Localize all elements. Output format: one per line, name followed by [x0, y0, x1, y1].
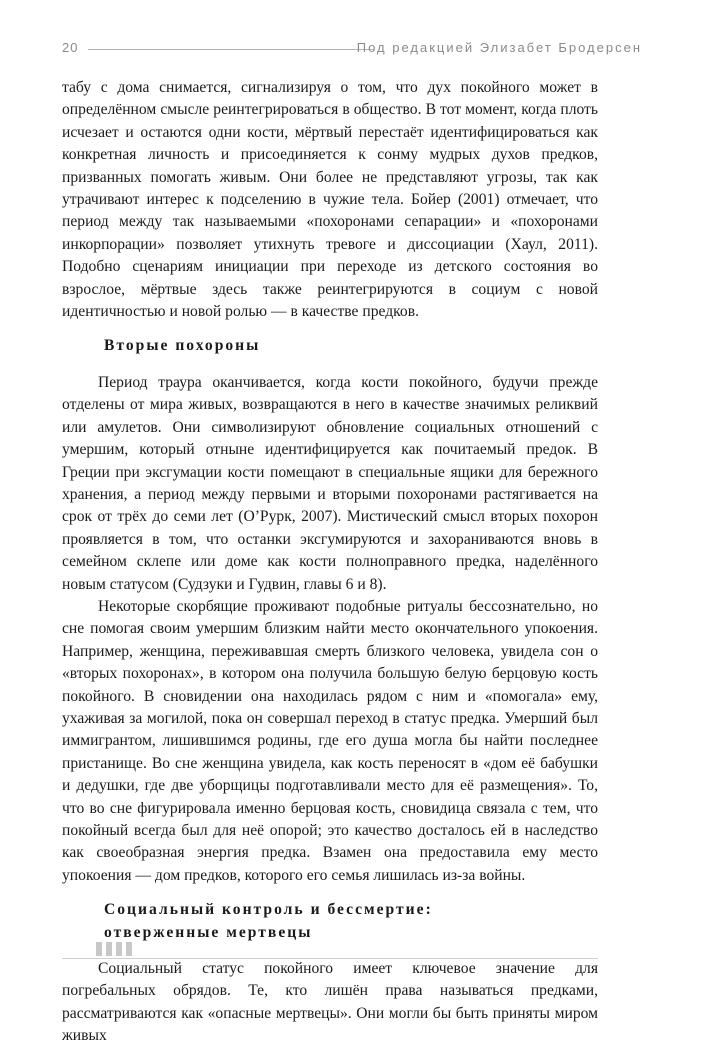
- page-number: 20: [62, 40, 79, 55]
- paragraph-2: Период траура оканчивается, когда кости покойного, будучи прежде отделены от мира живых, возвращаются в него в качестве значимых реликвий или амулетов. Они символизируют обновление социальных отношений с умершим, который отныне идентифицируется как почитаемый предок. В Греции при эксгумации кости помещают в специальные ящики для бережного хранения, а период между первыми и вторыми похоронами растягивается на срок от трёх до семи лет (О’Рурк, 2007). Мистический смысл вторых похорон проявляется в том, что останки эксгумируются и захораниваются вновь в семейном склепе или доме как кости полноправного предка, наделённого новым статусом (Судзуки и Гудвин, главы 6 и 8).: [62, 373, 598, 593]
- section-heading-second-burial: Вторые похороны: [104, 337, 261, 355]
- page-body: [62, 77, 598, 1048]
- paragraph-4: Социальный статус покойного имеет ключевое значение для погребальных обрядов. Те, кто лишён права называться предками, рассматриваются как «опасные мертвецы». Они могли бы быть приняты миром живых: [62, 960, 598, 1045]
- footer-rule: [62, 958, 598, 959]
- heading-line-2: отверженные мертвецы: [104, 923, 313, 941]
- paragraph-3: Некоторые скорбящие проживают подобные ритуалы бессознательно, но сне помогая своим умершим близким найти место окончательного упокоения. Например, женщина, переживавшая смерть близкого человека, увидела сон о «вторых похоронах», в котором она получила большую белую берцовую кость покойного. В сновидении она находилась рядом с ним и «помогала» ему, ухаживая за могилой, пока он совершал переход в статус предка. Умерший был иммигрантом, лишившимся родины, где его душа могла бы найти последнее пристанище. Во сне женщина увидела, как кость переносят в «дом её бабушки и дедушки, где две уборщицы подготавливали место для её размещения». То, что во сне фигурировала именно берцовая кость, сновидица связала с тем, что покойный всегда был для неё опорой; это качество досталось ей в наследство как своеобразная энергия предка. Взамен она предоставила ему место упокоения — дом предков, которого его семья лишилась из-за войны.: [62, 597, 598, 884]
- ornament-bar: [106, 942, 112, 956]
- ornament-bar: [126, 942, 132, 956]
- paragraph-1: табу с дома снимается, сигнализируя о том, что дух покойного может в определённом смысле реинтегрироваться в общество. В тот момент, когда плоть исчезает и остаются одни кости, мёртвый перестаёт идентифицироваться как конкретная личность и присоединяется к сонму мудрых духов предков, призванных помогать живым. Они более не представляют угрозы, так как утрачивают интерес к подселению в чужие тела. Бойер (2001) отмечает, что период между так называемыми «похоронами сепарации» и «похоронами инкорпорации» позволяет утихнуть тревоге и диссоциации (Хаул, 2011). Подобно сценариям инициации при переходе из детского состояния во взрослое, мёртвые здесь также реинтегрируются в социум с новой идентичностью и новой ролью — в качестве предков.: [62, 79, 598, 321]
- heading-line-1: Социальный контроль и бессмертие:: [104, 901, 433, 919]
- running-title: Под редакцией Элизабет Бродерсен: [356, 40, 642, 55]
- ornament-bar: [96, 942, 102, 956]
- ornament-bar: [116, 942, 122, 956]
- header-rule: [88, 49, 374, 50]
- section-heading-social-control: [104, 899, 598, 944]
- footer-ornament: [96, 942, 144, 956]
- running-header: [62, 40, 642, 60]
